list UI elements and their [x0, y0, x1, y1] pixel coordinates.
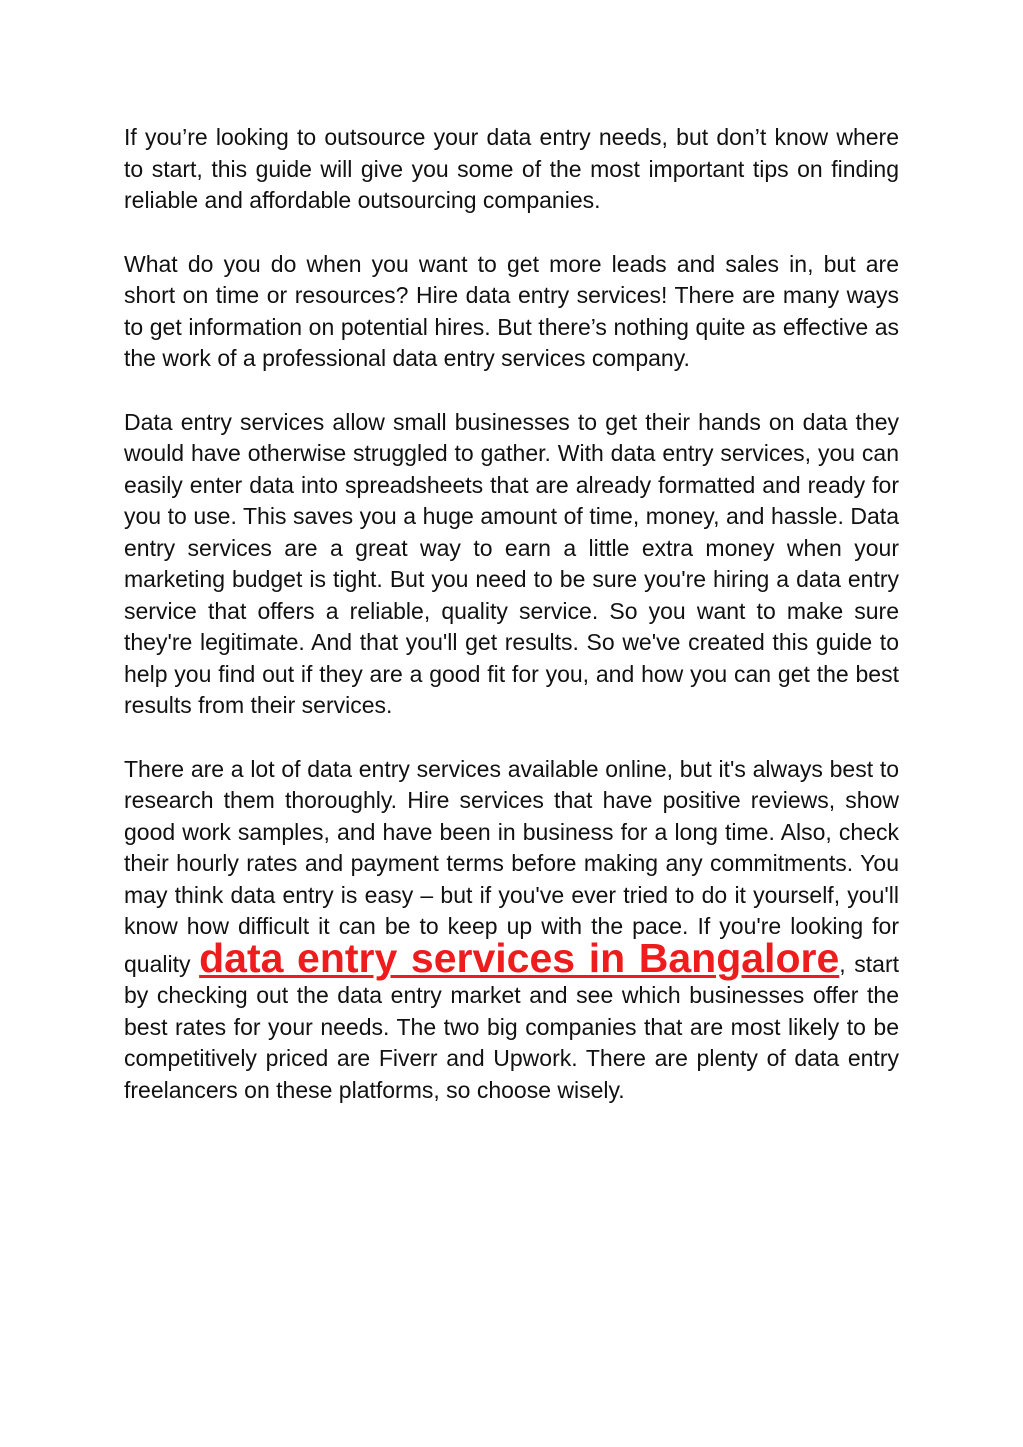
paragraph-research-text-before: There are a lot of data entry services available online, but it's always best to research them thoroughly. Hire services that have positive reviews, show good work samples, and have been in business for a long time. Also, check their hourly rates and payment terms before making any commitments. You may think data entry is easy – but if you've ever tried to do it yourself, you'll know how difficult it can be to keep up with the pace. If you're looking for quality [124, 755, 899, 977]
paragraph-research [124, 754, 899, 1107]
paragraph-research-text-after: , start by checking out the data entry market and see which businesses offer the best rates for your needs. The two big companies that are most likely to be competitively priced are Fiverr and Upwork. There are plenty of data entry freelancers on these platforms, so choose wisely. [124, 950, 900, 1103]
paragraph-leads: What do you do when you want to get more leads and sales in, but are short on time or resources? Hire data entry services! There are many ways to get information on potential hires. But there’s nothing quite as effective as the work of a professional data entry services company. [124, 250, 899, 371]
data-entry-services-bangalore-link[interactable]: data entry services in Bangalore [199, 934, 840, 981]
paragraph-intro: If you’re looking to outsource your data entry needs, but don’t know where to start, this guide will give you some of the most important tips on finding reliable and affordable outsourcing companies. [124, 124, 899, 213]
document-page [124, 122, 899, 1138]
paragraph-benefits: Data entry services allow small businesses to get their hands on data they would have otherwise struggled to gather. With data entry services, you can easily enter data into spreadsheets that are already formatted and ready for you to use. This saves you a huge amount of time, money, and hassle. Data entry services are a great way to earn a little extra money when your marketing budget is tight. But you need to be sure you're hiring a data entry service that offers a reliable, quality service. So you want to make sure they're legitimate. And that you'll get results. So we've created this guide to help you find out if they are a good fit for you, and how you can get the best results from their services. [124, 408, 899, 718]
